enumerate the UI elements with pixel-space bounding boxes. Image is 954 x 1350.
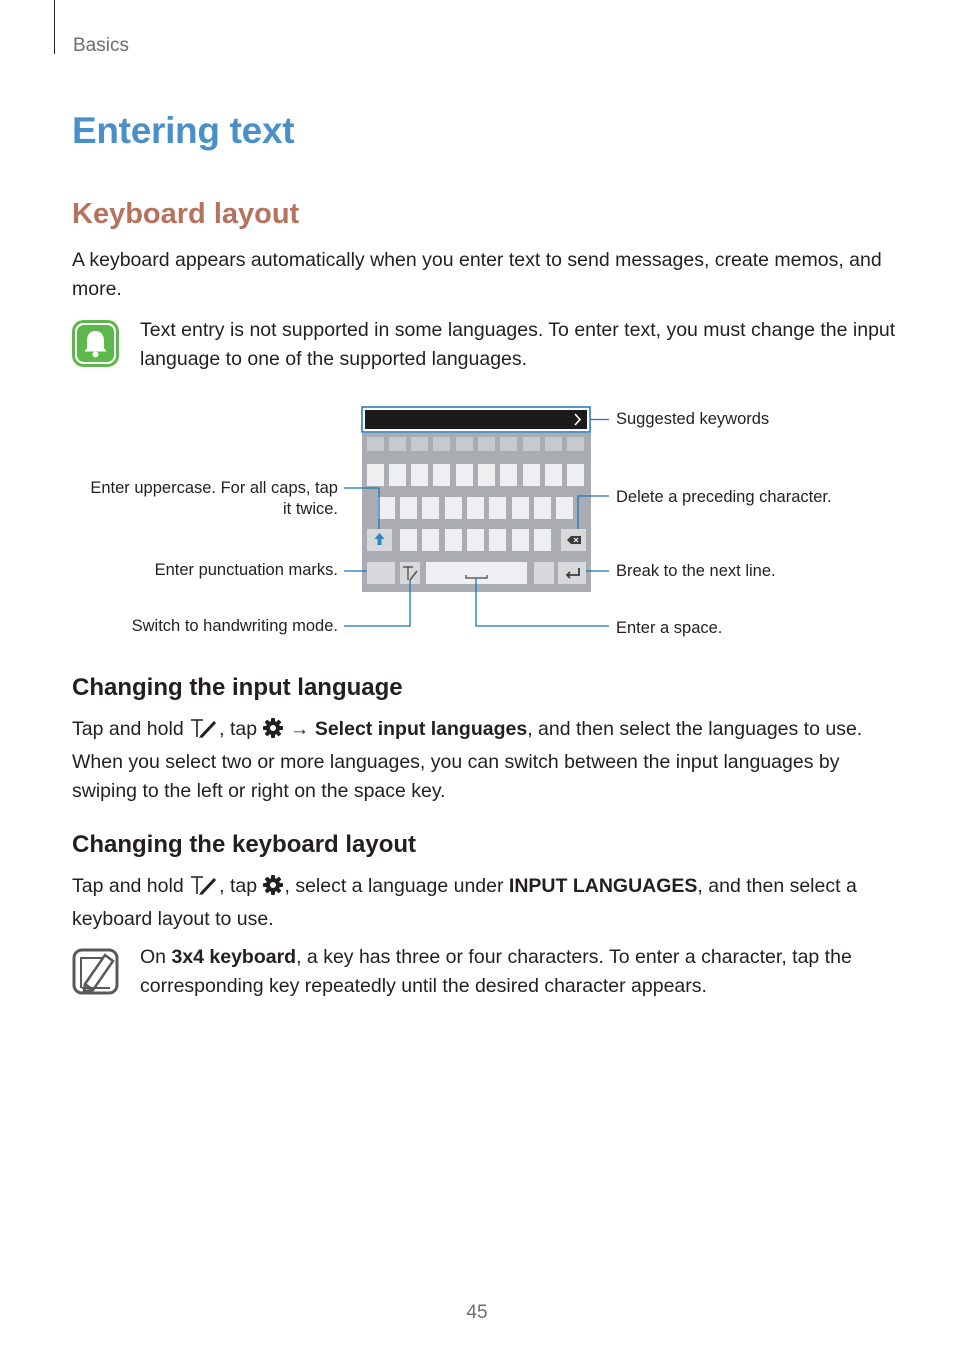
label-suggested-keywords: Suggested keywords [616,410,770,428]
gear-icon [262,717,284,748]
keyboard-layout-change-text: Tap and hold , tap , select a language under INPUT LANGUAGES, and then select a keyboard layout to use. [72,875,857,930]
keyboard-diagram [0,400,954,650]
page-number: 45 [466,1302,488,1323]
page-title: Entering text [72,110,295,151]
keyboard-intro-text: A keyboard appears automatically when you enter text to send messages, create memos, and more. [72,249,882,300]
gear-icon [262,874,284,905]
input-language-heading: Changing the input language [72,674,403,701]
label-break-line: Break to the next line. [616,562,776,580]
section-divider [54,0,55,54]
label-delete-character: Delete a preceding character. [616,488,832,506]
notice-bell-icon [72,320,119,372]
period-key [534,562,554,584]
keyboard-layout-heading: Keyboard layout [72,198,300,230]
keyboard-layout-change-heading: Changing the keyboard layout [72,831,417,858]
punctuation-key [367,562,395,584]
input-language-text: Tap and hold , tap → Select input languages, and then select the languages to use. When you select two or more languages, you can switch between the input languages by swiping to the left or right on the space key. [72,718,863,802]
notice-text: Text entry is not supported in some languages. To enter text, you must change the input language to one of the supported languages. [140,319,896,370]
label-enter-uppercase-line2: it twice. [282,500,338,518]
note-text: On 3x4 keyboard, a key has three or four characters. To enter a character, tap the corresponding key repeatedly until the desired character appears. [140,946,852,997]
label-enter-uppercase [60,478,338,520]
section-label: Basics [73,35,129,56]
label-enter-space: Enter a space. [616,619,723,637]
handwriting-toggle-icon [189,874,219,905]
enter-key [558,562,586,584]
label-handwriting: Switch to handwriting mode. [131,617,338,635]
handwriting-toggle-icon [189,717,219,748]
note-pencil-icon [72,948,119,1000]
label-punctuation: Enter punctuation marks. [154,561,338,579]
label-enter-uppercase-line1: Enter uppercase. For all caps, tap [90,479,338,497]
